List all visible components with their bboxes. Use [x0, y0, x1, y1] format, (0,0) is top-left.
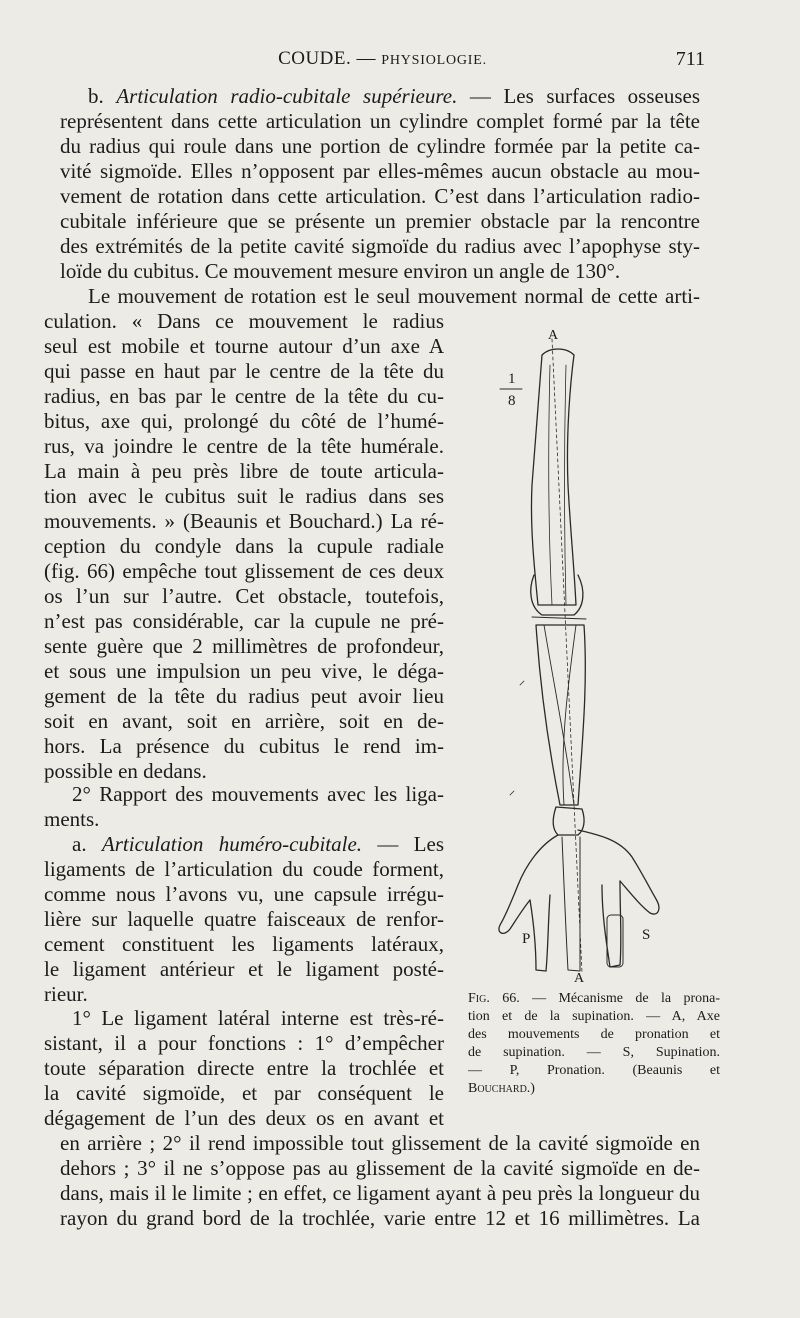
paragraph-line: bitus, axe qui, prolongé du côté de l’humé- — [44, 409, 444, 433]
paragraph-line: os l’un sur l’autre. Cet obstacle, toutefois, — [44, 584, 444, 608]
paragraph-line: ception du condyle dans la cupule radiale — [44, 534, 444, 558]
paragraph-heading: Articulation radio-cubitale supérieure. — [116, 84, 458, 108]
caption-line: tion et de la supination. — A, Axe — [468, 1009, 720, 1024]
forearm-pronation-figure — [470, 325, 710, 985]
running-title — [60, 48, 705, 70]
caption-line: des mouvements de pronation et — [468, 1027, 720, 1042]
thumb-supination-outline — [602, 881, 621, 967]
paragraph-line: possible en dedans. — [44, 759, 207, 783]
paragraph-line: en arrière ; 2° il rend impossible tout glissement de la cavité sigmoïde en — [60, 1131, 700, 1155]
bone-inner-line — [565, 365, 567, 605]
paragraph-ligament-interne — [44, 1006, 444, 1131]
paragraph-line: Le mouvement de rotation est le seul mouvement normal de cette arti- — [88, 284, 700, 308]
figure-label: Fig. 66. — [468, 991, 520, 1006]
forearm-outline — [536, 625, 585, 805]
paragraph-line: loïde du cubitus. Ce mouvement mesure environ un angle de 130°. — [60, 259, 621, 283]
radius-bone-outline — [531, 349, 576, 605]
paragraph-heading: Articulation huméro-cubitale. — [101, 832, 363, 856]
paragraph-line: 1° Le ligament latéral interne est très-ré- — [72, 1006, 444, 1030]
paragraph-line: n’est pas considérable, car la cupule ne pré- — [44, 609, 444, 633]
annotation-mark — [510, 791, 514, 795]
paragraph-line: tion avec le cubitus suit le radius dans ses — [44, 484, 444, 508]
paragraph-line: cement constituent les ligaments latéraux, — [44, 932, 444, 956]
paragraph-line: toute séparation directe entre la trochlée et — [44, 1056, 444, 1080]
paragraph-line: b. Articulation radio-cubitale supérieure. — Les surfaces osseuses — [88, 84, 700, 108]
paragraph-line: dégagement de l’un des deux os en avant et — [44, 1106, 444, 1130]
paragraph-rotation-column — [44, 309, 444, 784]
paragraph-line: (fig. 66) empêche tout glissement de ces deux — [44, 559, 444, 583]
paragraph-line: du radius qui roule dans une portion de cylindre formée par la petite ca- — [60, 134, 700, 158]
paragraph-line: ments. — [44, 807, 100, 831]
paragraph-line: gement de la tête du radius peut avoir lieu — [44, 684, 444, 708]
paragraph-line: vement de rotation dans cette articulation. C’est dans l’articulation radio- — [60, 184, 700, 208]
central-digit-outline — [562, 837, 580, 971]
radius-line — [544, 625, 574, 805]
joint-line — [532, 617, 586, 619]
paragraph-line: rus, va joindre le centre de la tête humérale. — [44, 434, 444, 458]
paragraph-line: mouvements. » (Beaunis et Bouchard.) La ré- — [44, 509, 444, 533]
paragraph-line: sente guère que 2 millimètres de profondeur, — [44, 634, 444, 658]
paragraph-line: représentent dans cette articulation un cylindre complet formé par la tête — [60, 109, 700, 133]
paragraph-line: 2° Rapport des mouvements avec les liga- — [72, 782, 444, 806]
paragraph-ligaments-heading — [44, 782, 444, 832]
paragraph-rotation-first-line — [60, 284, 700, 309]
paragraph-line: vité sigmoïde. Elles n’opposent par elles-mêmes aucun obstacle au mou- — [60, 159, 700, 183]
running-header — [60, 48, 705, 74]
page-number: 711 — [675, 48, 705, 70]
paragraph-line: cubitale inférieure que se présente un premier obstacle par la rencontre — [60, 209, 700, 233]
hand-supination-outline — [578, 830, 659, 914]
paragraph-line: la cavité sigmoïde, et par conséquent le — [44, 1081, 444, 1105]
paragraph-line: ligaments de l’articulation du coude forment, — [44, 857, 444, 881]
paragraph-line: hors. La présence du cubitus le rend im- — [44, 734, 444, 758]
paragraph-line: La main à peu près libre de toute articula- — [44, 459, 444, 483]
paragraph-line: sistant, il a pour fonctions : 1° d’empêcher — [44, 1031, 444, 1055]
section-title: PHYSIOLOGIE. — [381, 53, 487, 68]
finger-pronation-outline — [530, 895, 550, 971]
bone-inner-line — [549, 365, 552, 605]
paragraph-line: dehors ; 3° il ne s’oppose pas au glissement de la cavité sigmoïde en de- — [60, 1156, 700, 1180]
fraction-numerator: 1 — [508, 371, 516, 387]
pronation-label: P — [522, 931, 531, 947]
paragraph-humero-cubitale — [44, 832, 444, 1007]
paragraph-line: qui passe en haut par le centre de la tête du — [44, 359, 444, 383]
paragraph-line: soit en avant, soit en arrière, soit en de- — [44, 709, 444, 733]
paragraph-line: et sous une impulsion un peu vive, le déga- — [44, 659, 444, 683]
axis-label-top: A — [548, 328, 559, 343]
paragraph-line: rieur. — [44, 982, 88, 1006]
paragraph-line: le ligament antérieur et le ligament posté- — [44, 957, 444, 981]
paragraph-line: radius, en bas par le centre de la tête du cu- — [44, 384, 444, 408]
ulna-line — [563, 625, 576, 805]
chapter-title: COUDE. — [278, 48, 352, 69]
caption-line: — P, Pronation. (Beaunis et — [468, 1063, 720, 1078]
rotation-axis — [552, 339, 582, 973]
paragraph-radio-cubitale — [60, 84, 700, 284]
paragraph-line: a. Articulation huméro-cubitale. — Les — [72, 832, 445, 856]
paragraph-line: rayon du grand bord de la trochlée, varie entre 12 et 16 millimètres. La — [60, 1206, 700, 1230]
paragraph-line: dans, mais il le limite ; en effet, ce ligament ayant à peu près la longueur du — [60, 1181, 700, 1205]
paragraph-line: comme nous l’avons vu, une capsule irrégu- — [44, 882, 444, 906]
caption-line: Bouchard.) — [468, 1081, 535, 1096]
fraction-denominator: 8 — [508, 393, 516, 409]
caption-line: Fig. 66. — Mécanisme de la prona- — [468, 991, 720, 1006]
paragraph-line: culation. « Dans ce mouvement le radius — [44, 309, 444, 333]
annotation-mark — [520, 681, 524, 685]
supination-label: S — [642, 927, 651, 943]
axis-label-bottom: A — [574, 971, 585, 985]
caption-line: de supination. — S, Supination. — [468, 1045, 720, 1060]
header-separator: — — [356, 48, 377, 69]
paragraph-ligament-interne-continued — [60, 1131, 700, 1231]
paragraph-line: lière sur laquelle quatre faisceaux de renfor- — [44, 907, 444, 931]
paragraph-line: seul est mobile et tourne autour d’un axe A — [44, 334, 444, 358]
paragraph-line: des extrémités de la petite cavité sigmoïde du radius avec l’apophyse sty- — [60, 234, 700, 258]
figure-caption — [468, 990, 720, 1098]
